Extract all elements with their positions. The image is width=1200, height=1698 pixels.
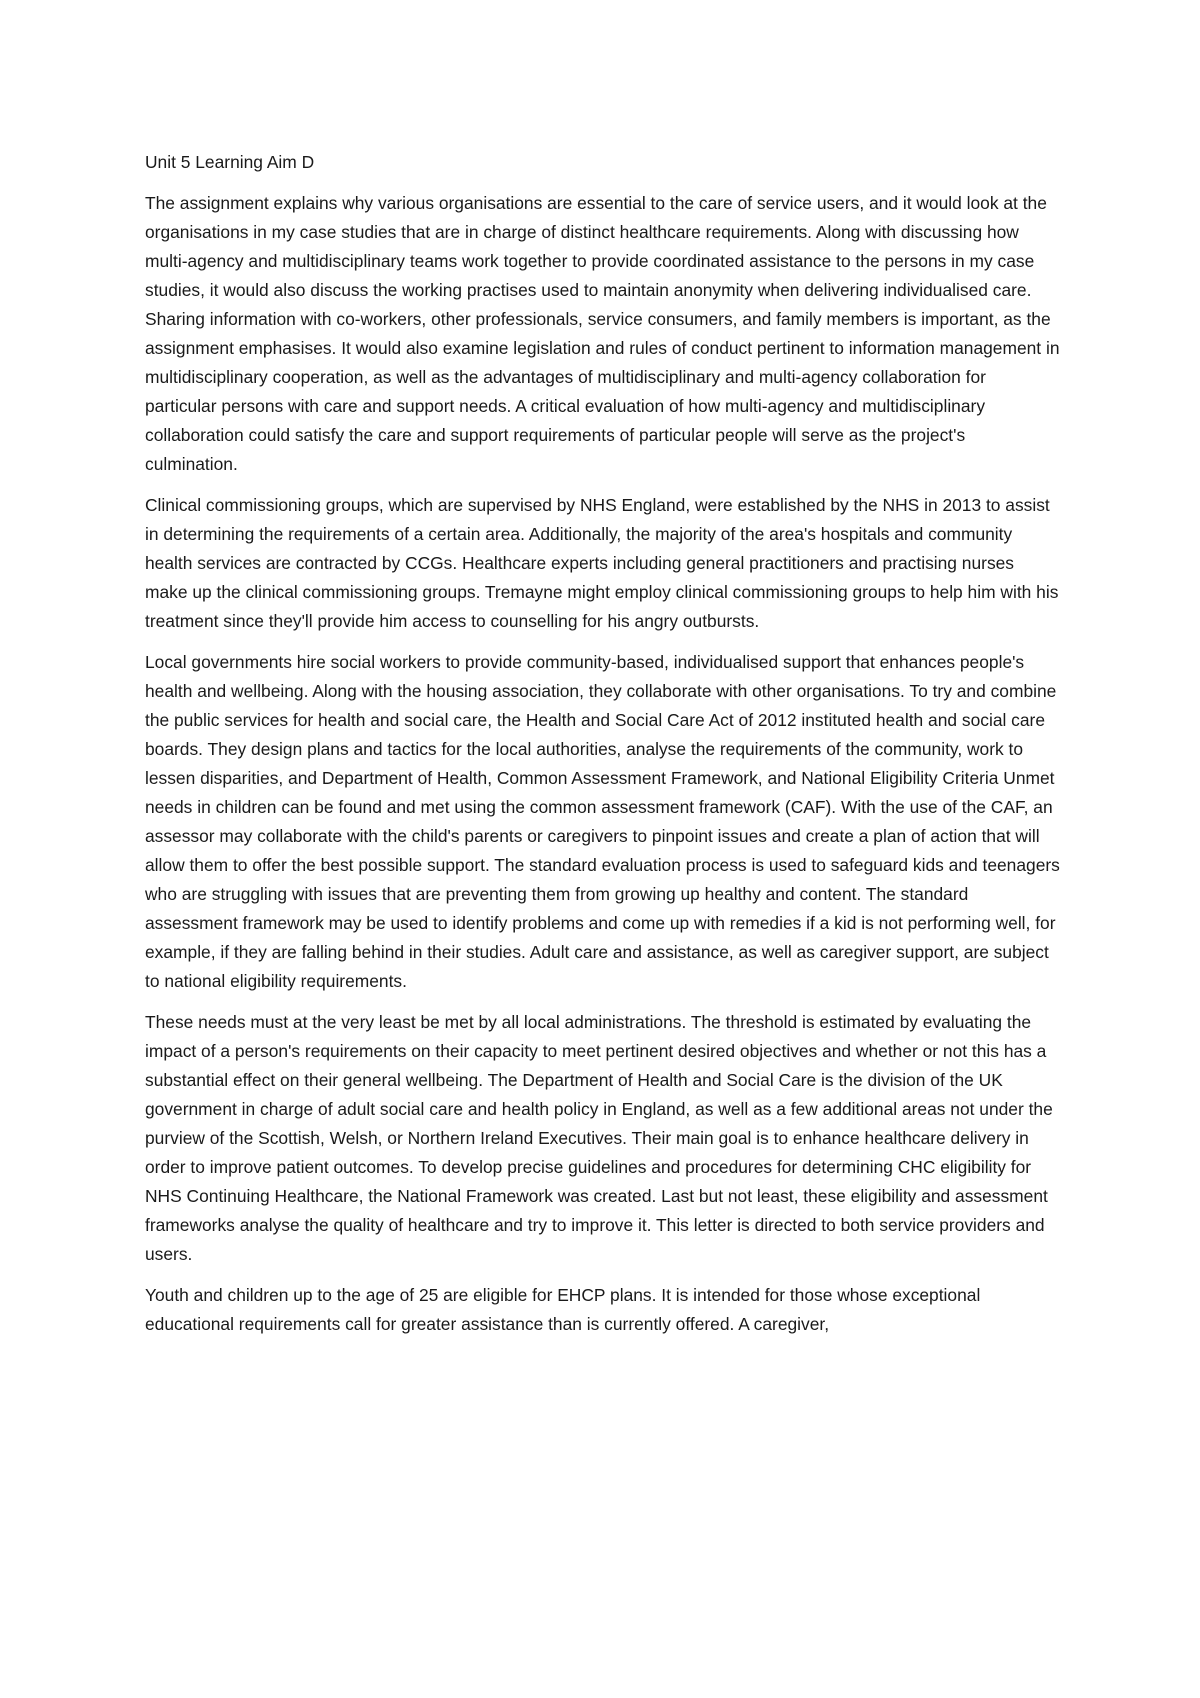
paragraph-local-governments: Local governments hire social workers to provide community-based, individualised support that enhances people's health and wellbeing. Along with the housing association, they collaborate with other organisations. To try and combine the public services for health and social care, the Health and Social Care Act of 2012 instituted health and social care boards. They design plans and tactics for the local authorities, analyse the requirements of the community, work to lessen disparities, and Department of Health, Common Assessment Framework, and National Eligibility Criteria Unmet needs in children can be found and met using the common assessment framework (CAF). With the use of the CAF, an assessor may collaborate with the child's parents or caregivers to pinpoint issues and create a plan of action that will allow them to offer the best possible support. The standard evaluation process is used to safeguard kids and teenagers who are struggling with issues that are preventing them from growing up healthy and content. The standard assessment framework may be used to identify problems and come up with remedies if a kid is not performing well, for example, if they are falling behind in their studies. Adult care and assistance, as well as caregiver support, are subject to national eligibility requirements.: [145, 652, 1060, 991]
document-body: [145, 148, 1060, 1351]
paragraph-introduction: The assignment explains why various organisations are essential to the care of service users, and it would look at the organisations in my case studies that are in charge of distinct healthcare requirements. Along with discussing how multi-agency and multidisciplinary teams work together to provide coordinated assistance to the persons in my case studies, it would also discuss the working practises used to maintain anonymity when delivering individualised care. Sharing information with co-workers, other professionals, service consumers, and family members is important, as the assignment emphasises. It would also examine legislation and rules of conduct pertinent to information management in multidisciplinary cooperation, as well as the advantages of multidisciplinary and multi-agency collaboration for particular persons with care and support needs. A critical evaluation of how multi-agency and multidisciplinary collaboration could satisfy the care and support requirements of particular people will serve as the project's culmination.: [145, 193, 1060, 474]
document-title: Unit 5 Learning Aim D: [145, 152, 315, 172]
paragraph-eligibility-requirements: These needs must at the very least be met by all local administrations. The threshold is estimated by evaluating the impact of a person's requirements on their capacity to meet pertinent desired objectives and whether or not this has a substantial effect on their general wellbeing. The Department of Health and Social Care is the division of the UK government in charge of adult social care and health policy in England, as well as a few additional areas not under the purview of the Scottish, Welsh, or Northern Ireland Executives. Their main goal is to enhance healthcare delivery in order to improve patient outcomes. To develop precise guidelines and procedures for determining CHC eligibility for NHS Continuing Healthcare, the National Framework was created. Last but not least, these eligibility and assessment frameworks analyse the quality of healthcare and try to improve it. This letter is directed to both service providers and users.: [145, 1012, 1053, 1264]
paragraph-clinical-commissioning-groups: Clinical commissioning groups, which are supervised by NHS England, were established by the NHS in 2013 to assist in determining the requirements of a certain area. Additionally, the majority of the area's hospitals and community health services are contracted by CCGs. Healthcare experts including general practitioners and practising nurses make up the clinical commissioning groups. Tremayne might employ clinical commissioning groups to help him with his treatment since they'll provide him access to counselling for his angry outbursts.: [145, 495, 1059, 631]
paragraph-ehcp-plans: Youth and children up to the age of 25 are eligible for EHCP plans. It is intended for those whose exceptional educational requirements call for greater assistance than is currently offered. A caregiver,: [145, 1285, 981, 1334]
